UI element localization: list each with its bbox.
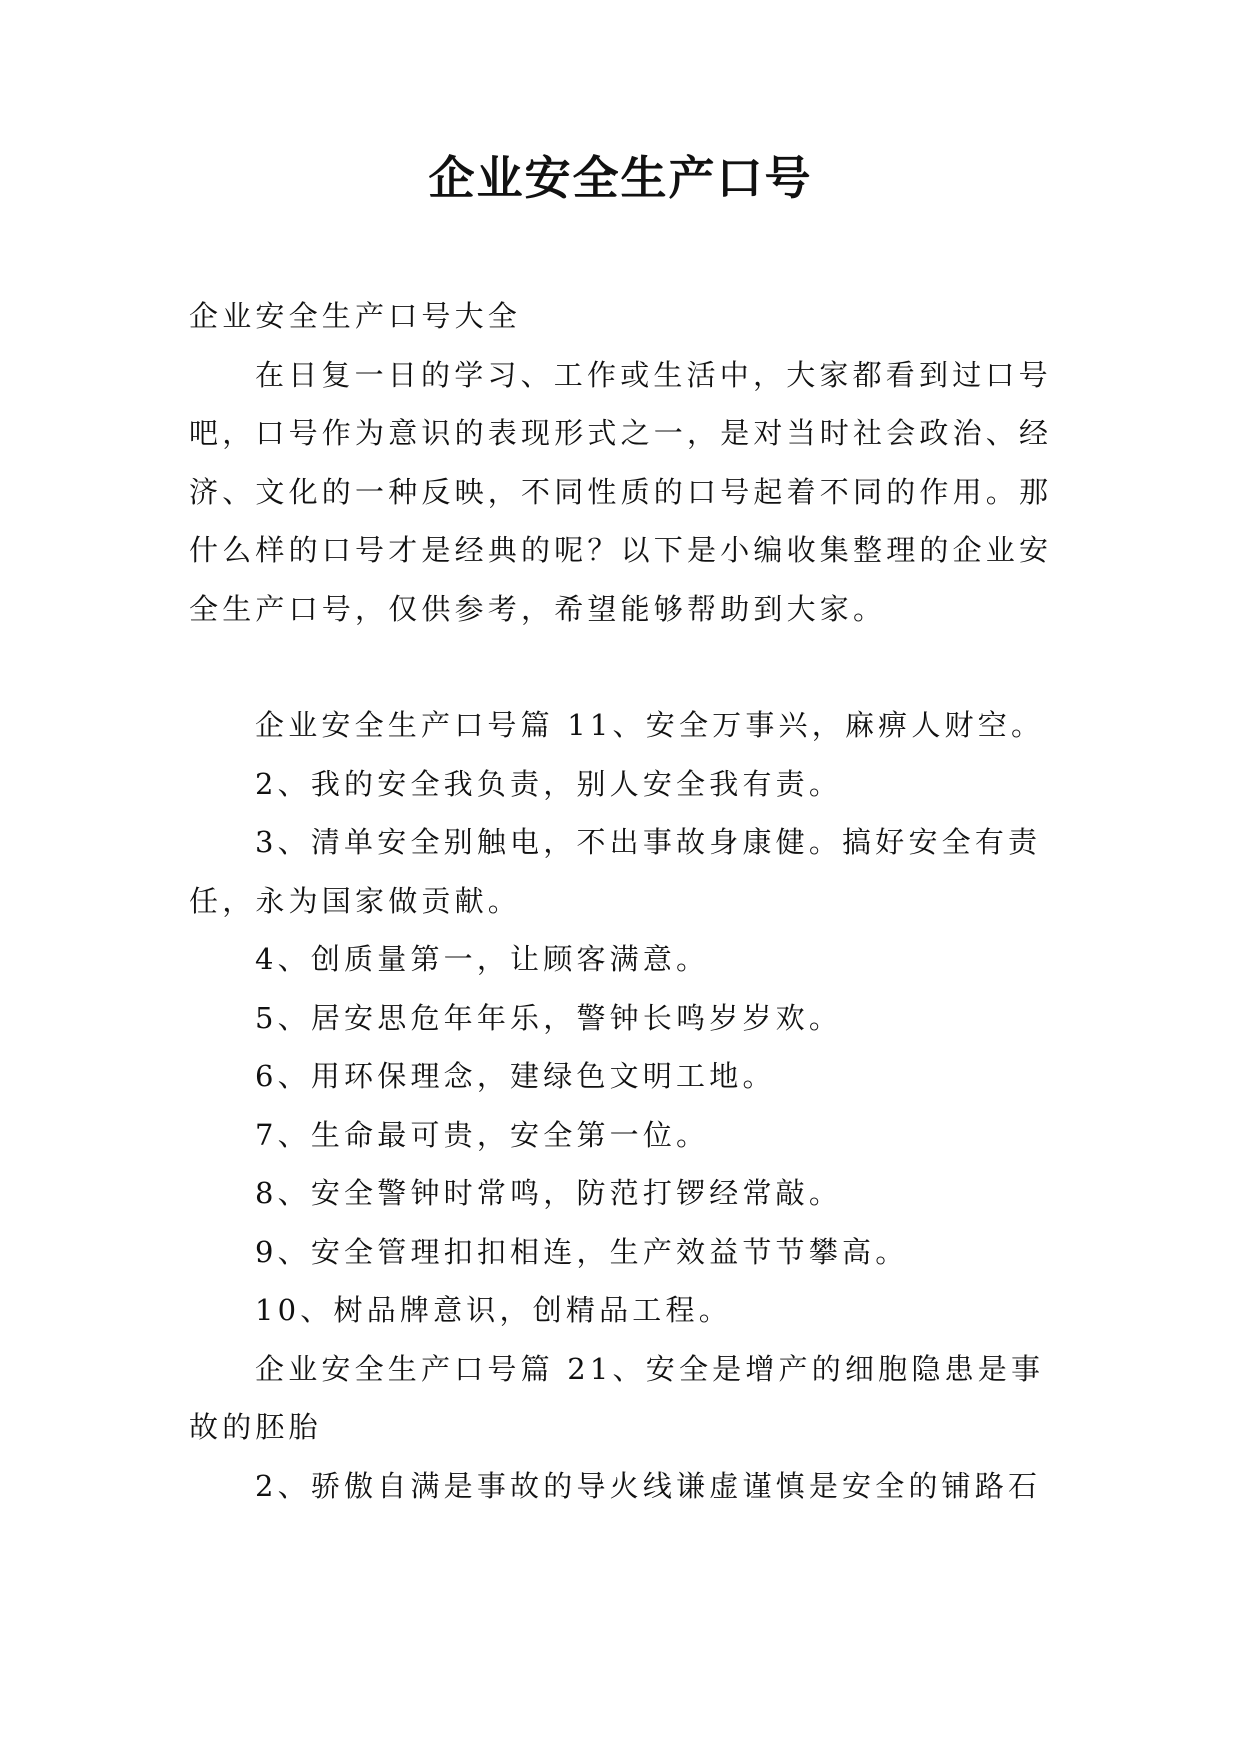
section-2-item-2: 2、骄傲自满是事故的导火线谦虚谨慎是安全的铺路石 <box>255 1468 1042 1503</box>
section-1-item-6: 6、用环保理念，建绿色文明工地。 <box>255 1059 776 1093</box>
document-title: 企业安全生产口号 <box>428 151 813 205</box>
section-1-item-4: 4、创质量第一，让顾客满意。 <box>255 942 710 976</box>
document-body <box>189 287 1055 1515</box>
section-2-item-1: 1、安全是增产的细胞隐患是事故的胚胎 <box>189 1351 1045 1444</box>
section-1-item-9: 9、安全管理扣扣相连，生产效益节节攀高。 <box>255 1234 909 1269</box>
document-subtitle: 企业安全生产口号大全 <box>189 299 522 333</box>
section-1-item-3: 3、清单安全别触电，不出事故身康健。搞好安全有责任，永为国家做贡献。 <box>189 825 1042 918</box>
paragraph-spacer <box>189 638 1055 696</box>
section-1-item-1: 1、安全万事兴，麻痹人财空。 <box>589 708 1045 742</box>
section-2-heading: 企业安全生产口号 <box>255 1351 521 1386</box>
section-1-heading: 企业安全生产口号 <box>255 708 521 742</box>
intro-paragraph: 在日复一日的学习、工作或生活中，大家都看到过口号吧，口号作为意识的表现形式之一，是对当时社会政治、经济、文化的一种反映，不同性质的口号起着不同的作用。那什么样的口号才是经典的呢？以下是小编收集整理的企业安全生产口号，仅供参考，希望能够帮助到大家。 <box>189 357 1053 626</box>
section-1-item-10: 10、树品牌意识，创精品工程。 <box>255 1293 732 1327</box>
section-1-item-7: 7、生命最可贵，安全第一位。 <box>255 1117 710 1152</box>
section-1-first-paragraph <box>189 696 1055 755</box>
section-1-item-8: 8、安全警钟时常鸣，防范打锣经常敲。 <box>255 1176 843 1210</box>
section-1-number: 篇 1 <box>520 708 590 742</box>
section-1-item-5: 5、居安思危年年乐，警钟长鸣岁岁欢。 <box>255 1000 843 1035</box>
section-1-item-2: 2、我的安全我负责，别人安全我有责。 <box>255 766 843 801</box>
section-2-first-paragraph <box>189 1340 1055 1457</box>
section-2-number: 篇 2 <box>520 1351 590 1386</box>
